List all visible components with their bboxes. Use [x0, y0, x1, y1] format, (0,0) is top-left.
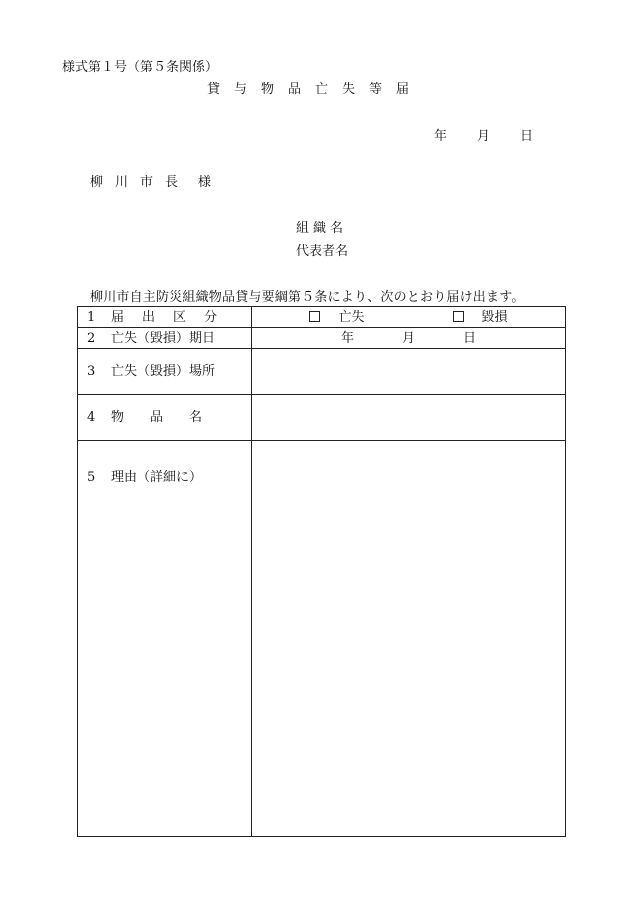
row-number: 3 — [87, 364, 96, 379]
loss-date-day: 日 — [463, 330, 477, 346]
reason-field[interactable] — [252, 441, 566, 837]
date-line — [434, 130, 533, 143]
date-year-label: 年 — [434, 129, 448, 144]
row-label-text: 亡失（毀損）場所 — [111, 364, 216, 379]
row-label — [78, 395, 252, 441]
damage-checkbox[interactable] — [453, 311, 464, 322]
damage-option-label: 毀損 — [481, 309, 508, 325]
form-number: 様式第１号（第５条関係） — [62, 60, 219, 75]
row-number: 4 — [87, 410, 96, 425]
row-label-text: 亡失（毀損）期日 — [111, 330, 216, 346]
row-number: 2 — [87, 330, 96, 346]
report-type-cell — [252, 307, 566, 328]
item-name-field[interactable] — [252, 395, 566, 441]
row-label-text: 届出区分 — [111, 309, 236, 325]
row-label — [78, 349, 252, 395]
row-label — [78, 328, 252, 349]
loss-option-label: 亡失 — [338, 309, 365, 325]
loss-date-year: 年 — [340, 330, 354, 346]
report-form-table — [77, 306, 566, 837]
table-row — [78, 441, 566, 837]
row-label — [78, 441, 252, 837]
table-row — [78, 395, 566, 441]
loss-date-field[interactable] — [252, 328, 566, 349]
document-title: 貸与物品亡失等届 — [207, 82, 424, 97]
date-day-label: 日 — [520, 129, 534, 144]
row-number: 5 — [87, 470, 96, 485]
row-number: 1 — [87, 309, 96, 325]
intro-text: 柳川市自主防災組織物品貸与要綱第５条により、次のとおり届け出ます。 — [90, 290, 525, 305]
damage-option[interactable] — [453, 311, 508, 324]
row-label — [78, 307, 252, 328]
row-label-text: 理由（詳細に） — [111, 470, 203, 485]
loss-date-month: 月 — [401, 330, 415, 346]
loss-location-field[interactable] — [252, 349, 566, 395]
addressee — [90, 176, 211, 189]
date-month-label: 月 — [477, 129, 491, 144]
table-row — [78, 307, 566, 328]
loss-checkbox[interactable] — [309, 311, 320, 322]
representative-name-label: 代表者名 — [296, 244, 349, 259]
organization-name-label: 組織名 — [296, 221, 348, 236]
table-row — [78, 349, 566, 395]
addressee-honorific: 様 — [198, 175, 212, 190]
row-label-text: 物品名 — [111, 410, 229, 425]
addressee-name: 柳川市長 — [90, 175, 191, 190]
table-row — [78, 328, 566, 349]
loss-option[interactable] — [309, 311, 364, 324]
